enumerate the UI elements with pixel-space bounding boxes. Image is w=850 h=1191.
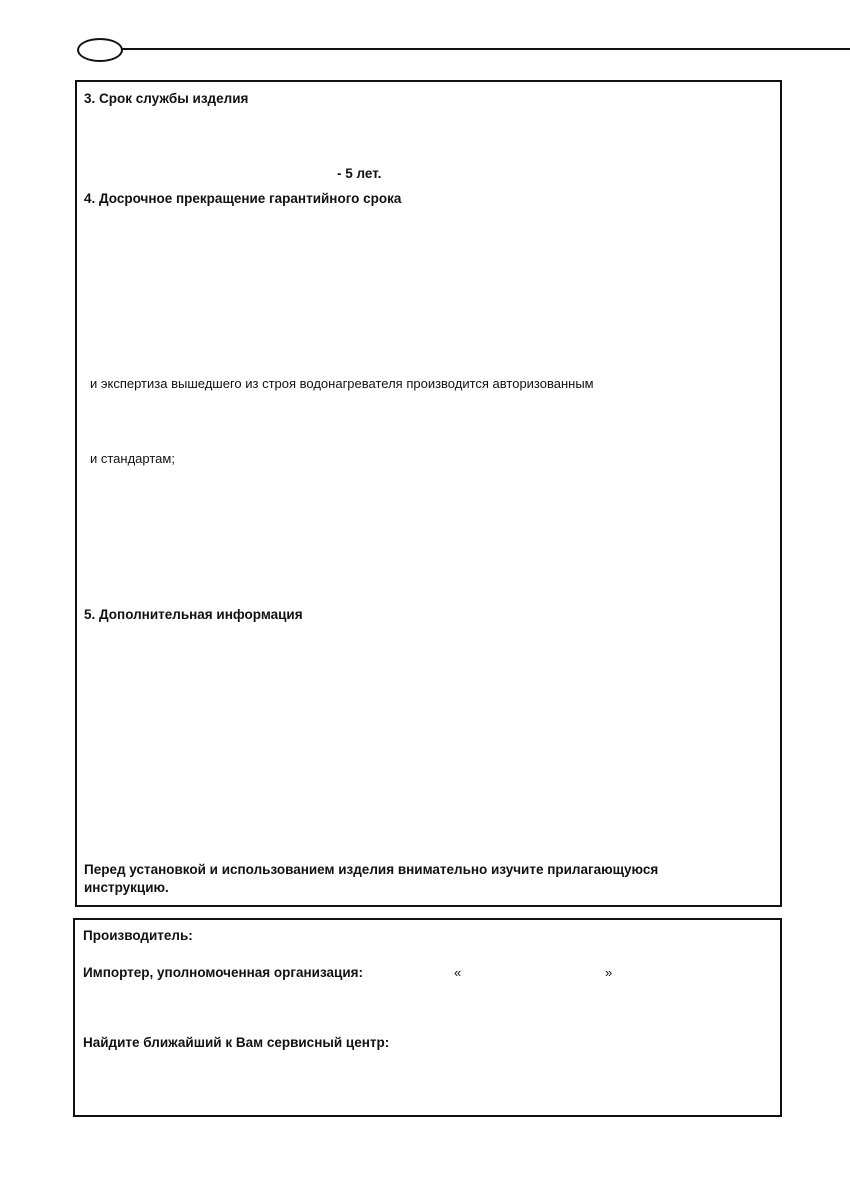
section-5-heading: 5. Дополнительная информация [84, 607, 303, 622]
service-center-label: Найдите ближайший к Вам сервисный центр: [83, 1035, 390, 1050]
page-number-oval [77, 38, 123, 62]
service-life-value: - 5 лет. [337, 166, 382, 181]
notice-line-1: Перед установкой и использованием изделия внимательно изучите прилагающуюся [84, 862, 659, 877]
importer-label: Импортер, уполномоченная организация: [83, 965, 363, 980]
standards-text-line: и стандартам; [90, 451, 175, 466]
importer-quote-close: » [605, 965, 613, 980]
notice-line-2: инструкцию. [84, 880, 169, 895]
section-3-heading: 3. Срок службы изделия [84, 91, 249, 106]
contacts-box [73, 918, 782, 1117]
importer-quote-open: « [454, 965, 462, 980]
expertise-text-line: и экспертиза вышедшего из строя водонагревателя производится авторизованным [90, 376, 594, 391]
header-rule [121, 48, 850, 50]
manufacturer-label: Производитель: [83, 928, 193, 943]
section-4-heading: 4. Досрочное прекращение гарантийного срока [84, 191, 402, 206]
